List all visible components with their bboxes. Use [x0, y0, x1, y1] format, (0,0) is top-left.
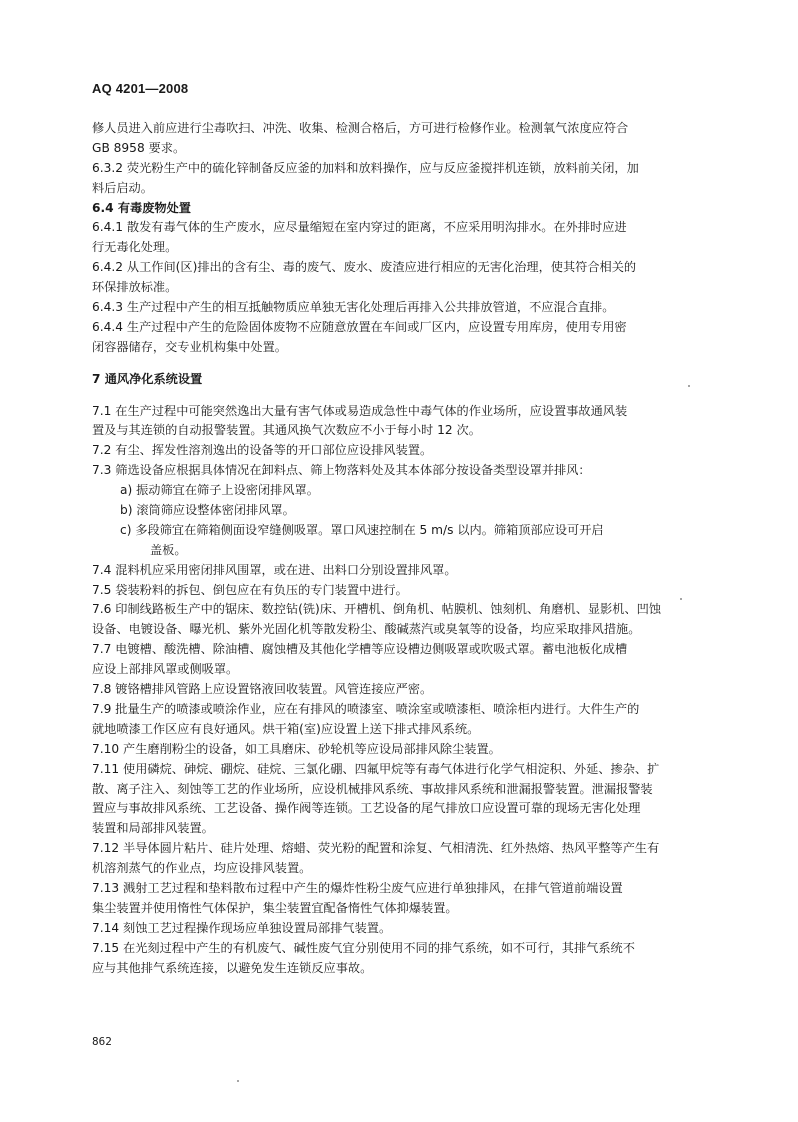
text-line: 7.12 半导体圆片粘片、硅片处理、熔蜡、荧光粉的配置和涂复、气相清洗、红外热熔、热风平整等产生有: [92, 841, 660, 856]
text-line: 修人员进入前应进行尘毒吹扫、冲洗、收集、检测合格后，方可进行检修作业。检测氧气浓度应符合: [92, 121, 629, 135]
text-line: 7.8 镀铬槽排风管路上应设置铬液回收装置。风管连接应严密。: [92, 682, 433, 697]
text-line: 7.7 电镀槽、酸洗槽、除油槽、腐蚀槽及其他化学槽等应设槽边侧吸罩或吹吸式罩。蓄电池板化成槽: [92, 642, 628, 657]
text-line: 7.13 溅射工艺过程和垫料散布过程中产生的爆炸性粉尘废气应进行单独排风，在排气管道前端设置: [92, 880, 623, 895]
text-line: 设备、电镀设备、曝光机、紫外光固化机等散发粉尘、酸碱蒸汽或臭氧等的设备，均应采取排风措施。: [92, 622, 641, 637]
list-item-line: c) 多段筛宜在筛箱侧面设窄缝侧吸罩。罩口风速控制在 5 m/s 以内。筛箱顶部应设可开启: [120, 522, 604, 537]
body-text: [92, 119, 708, 978]
text-line: 7.4 混料机应采用密闭排风围罩，或在进、出料口分别设置排风罩。: [92, 562, 457, 577]
text-line: 7.10 产生磨削粉尘的设备，如工具磨床、砂轮机等应设局部排风除尘装置。: [92, 741, 501, 756]
text-line: 7.2 有尘、挥发性溶剂逸出的设备等的开口部位应设排风装置。: [92, 443, 433, 458]
text-line: 置及与其连锁的自动报警装置。其通风换气次数应不小于每小时 12 次。: [92, 423, 481, 438]
section-spacer: [92, 358, 708, 370]
scan-speck: [237, 1080, 239, 1082]
text-line: 闭容器储存，交专业机构集中处置。: [92, 339, 287, 354]
text-line: 置应与事故排风系统、工艺设备、操作阀等连锁。工艺设备的尾气排放口应设置可靠的现场无害化处理: [92, 801, 641, 816]
text-line: 散、离子注入、刻蚀等工艺的作业场所，应设机械排风系统、事故排风系统和泄漏报警装置。泄漏报警装: [92, 781, 653, 796]
text-line: 装置和局部排风装置。: [92, 821, 214, 836]
section-heading: 7 通风净化系统设置: [92, 371, 203, 386]
text-line: GB 8958 要求。: [92, 140, 186, 155]
text-line: 6.3.2 荧光粉生产中的硫化锌制备反应釜的加料和放料操作，应与反应釜搅拌机连锁，放料前关闭，加: [92, 160, 639, 175]
text-line: 7.3 筛选设备应根据具体情况在卸料点、筛上物落料处及其本体部分按设备类型设罩并排风：: [92, 463, 591, 478]
scan-speck: [680, 598, 682, 600]
text-line: 应与其他排气系统连接，以避免发生连锁反应事故。: [92, 960, 373, 975]
text-line: 6.4.2 从工作间(区)排出的含有尘、毒的废气、废水、废渣应进行相应的无害化治理，使其符合相关的: [92, 260, 637, 275]
page-number: 862: [92, 1035, 112, 1048]
text-line: 6.4.3 生产过程中产生的相互抵触物质应单独无害化处理后再排入公共排放管道，不应混合直排。: [92, 300, 615, 315]
text-line: 7.1 在生产过程中可能突然逸出大量有害气体或易造成急性中毒气体的作业场所，应设置事故通风装: [92, 403, 628, 418]
section-heading: 6.4 有毒废物处置: [92, 200, 191, 215]
text-line: 7.5 袋装粉料的拆包、倒包应在有负压的专门装置中进行。: [92, 582, 408, 597]
text-line: 6.4.4 生产过程中产生的危险固体废物不应随意放置在车间或厂区内，应设置专用库房，使用专用密: [92, 319, 627, 334]
text-line: 料后启动。: [92, 180, 153, 195]
list-item-line: 盖板。: [150, 542, 187, 557]
text-line: 集尘装置并使用惰性气体保护，集尘装置宜配备惰性气体抑爆装置。: [92, 900, 458, 915]
text-line: 就地喷漆工作区应有良好通风。烘干箱(室)应设置上送下排式排风系统。: [92, 721, 480, 736]
scan-speck: [688, 385, 690, 387]
text-line: 7.9 批量生产的喷漆或喷涂作业，应在有排风的喷漆室、喷涂室或喷漆柜、喷涂柜内进行。大件生产的: [92, 701, 640, 716]
text-line: 环保排放标准。: [92, 280, 178, 295]
text-line: 行无毒化处理。: [92, 240, 178, 255]
section-spacer: [92, 390, 708, 402]
text-line: 应设上部排风罩或侧吸罩。: [92, 662, 239, 677]
text-line: 7.11 使用磷烷、砷烷、硼烷、硅烷、三氯化硼、四氟甲烷等有毒气体进行化学气相淀积、外延、掺杂、扩: [92, 761, 660, 776]
text-line: 6.4.1 散发有毒气体的生产废水，应尽量缩短在室内穿过的距离，不应采用明沟排水。在外排时应进: [92, 220, 627, 235]
text-line: 机溶剂蒸气的作业点，均应设排风装置。: [92, 861, 312, 876]
list-item-line: a) 振动筛宜在筛子上设密闭排风罩。: [120, 483, 319, 498]
text-line: 7.6 印制线路板生产中的锯床、数控钻(铣)床、开槽机、倒角机、帖膜机、蚀刻机、角磨机、显影机、凹蚀: [92, 602, 662, 617]
text-line: 7.15 在光刻过程中产生的有机废气、碱性废气宜分别使用不同的排气系统，如不可行，其排气系统不: [92, 940, 635, 955]
list-item-line: b) 滚筒筛应设整体密闭排风罩。: [120, 503, 295, 518]
standard-header: AQ 4201—2008: [92, 81, 189, 96]
text-line: 7.14 刻蚀工艺过程操作现场应单独设置局部排气装置。: [92, 920, 392, 935]
